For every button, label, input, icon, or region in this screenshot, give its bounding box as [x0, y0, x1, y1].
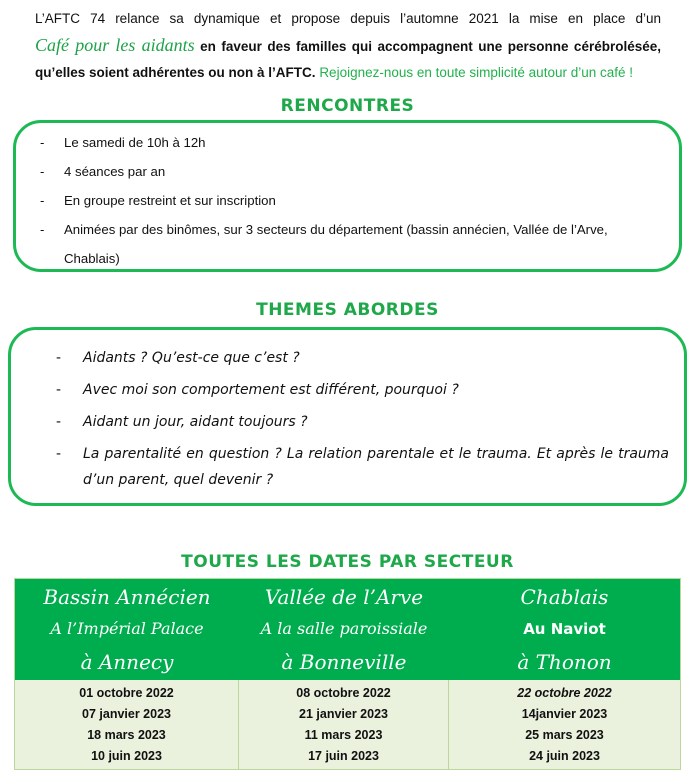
dates-column-bonneville	[239, 680, 449, 769]
sector-header-thonon	[449, 579, 680, 680]
list-item-text: En groupe restreint et sur inscription	[64, 193, 276, 208]
intro-paragraph	[35, 6, 661, 86]
sector-header-bonneville	[239, 579, 449, 680]
sector-venue: Au Naviot	[523, 620, 606, 638]
list-item-text: Aidant un jour, aidant toujours ?	[83, 414, 308, 430]
date-cell: 14janvier 2023	[521, 707, 608, 721]
date-cell: 24 juin 2023	[529, 749, 600, 763]
list-item-text: 4 séances par an	[64, 164, 166, 179]
date-cell: 18 mars 2023	[87, 728, 166, 742]
dates-column-annecy	[15, 680, 239, 769]
sector-name: Vallée de l’Arve	[264, 585, 424, 609]
bullet-dash: -	[56, 382, 62, 398]
list-item	[40, 128, 659, 157]
intro-line-3-bold: qu’elles soient adhérentes ou non à l’AFTC.	[35, 65, 316, 80]
date-cell: 07 janvier 2023	[82, 707, 171, 721]
date-cell: 08 octobre 2022	[296, 686, 391, 700]
dates-table-header	[15, 579, 680, 680]
themes-box	[8, 327, 687, 506]
sector-venue: A l’Impérial Palace	[50, 619, 204, 638]
bullet-dash: -	[40, 164, 45, 179]
intro-line-2	[35, 32, 661, 60]
date-cell: 01 octobre 2022	[79, 686, 174, 700]
intro-invitation: Rejoignez-nous en toute simplicité autour d’un café !	[319, 65, 633, 80]
sector-name: Bassin Annécien	[43, 585, 211, 609]
list-item-text: La parentalité en question ? La relation parentale et le trauma. Et après le trauma d’un parent, quel devenir ?	[83, 446, 669, 488]
sector-header-annecy	[15, 579, 239, 680]
bullet-dash: -	[40, 193, 45, 208]
intro-line-3	[35, 60, 661, 86]
cafe-title: Café pour les aidants	[35, 35, 195, 55]
list-item	[56, 374, 669, 406]
list-item	[56, 342, 669, 374]
dates-table-body	[15, 680, 680, 769]
intro-line-1: L’AFTC 74 relance sa dynamique et propose depuis l’automne 2021 la mise en place d’un	[35, 11, 661, 26]
list-item	[40, 215, 659, 273]
bullet-dash: -	[56, 350, 62, 366]
rencontres-list	[40, 128, 659, 273]
themes-title: THEMES ABORDES	[256, 300, 439, 320]
date-cell: 21 janvier 2023	[299, 707, 388, 721]
sector-name: Chablais	[520, 585, 609, 609]
dates-title: TOUTES LES DATES PAR SECTEUR	[181, 552, 514, 572]
sector-city: à Bonneville	[281, 650, 407, 674]
bullet-dash: -	[56, 414, 62, 430]
rencontres-title: RENCONTRES	[280, 96, 415, 116]
themes-list	[56, 342, 669, 493]
dates-column-thonon	[449, 680, 680, 769]
bullet-dash: -	[56, 446, 62, 462]
date-cell: 10 juin 2023	[91, 749, 162, 763]
date-cell: 11 mars 2023	[304, 728, 383, 742]
intro-line-2-text: en faveur des familles qui accompagnent une personne cérébrolésée,	[200, 39, 661, 54]
date-cell: 25 mars 2023	[525, 728, 604, 742]
date-cell: 22 octobre 2022	[517, 686, 612, 700]
bullet-dash: -	[40, 222, 45, 237]
sector-city: à Annecy	[80, 650, 174, 674]
bullet-dash: -	[40, 135, 45, 150]
list-item-text: Animées par des binômes, sur 3 secteurs du département (bassin annécien, Vallée de l’Arve, Chablais)	[64, 222, 608, 266]
rencontres-box	[13, 120, 682, 272]
list-item	[56, 406, 669, 438]
list-item-text: Aidants ? Qu’est-ce que c’est ?	[83, 350, 300, 366]
sector-venue: A la salle paroissiale	[260, 619, 428, 638]
list-item	[40, 157, 659, 186]
list-item-text: Le samedi de 10h à 12h	[64, 135, 206, 150]
sector-city: à Thonon	[517, 650, 612, 674]
list-item-text: Avec moi son comportement est différent, pourquoi ?	[83, 382, 459, 398]
date-cell: 17 juin 2023	[308, 749, 379, 763]
list-item	[40, 186, 659, 215]
dates-table	[14, 578, 681, 770]
list-item	[56, 438, 669, 493]
